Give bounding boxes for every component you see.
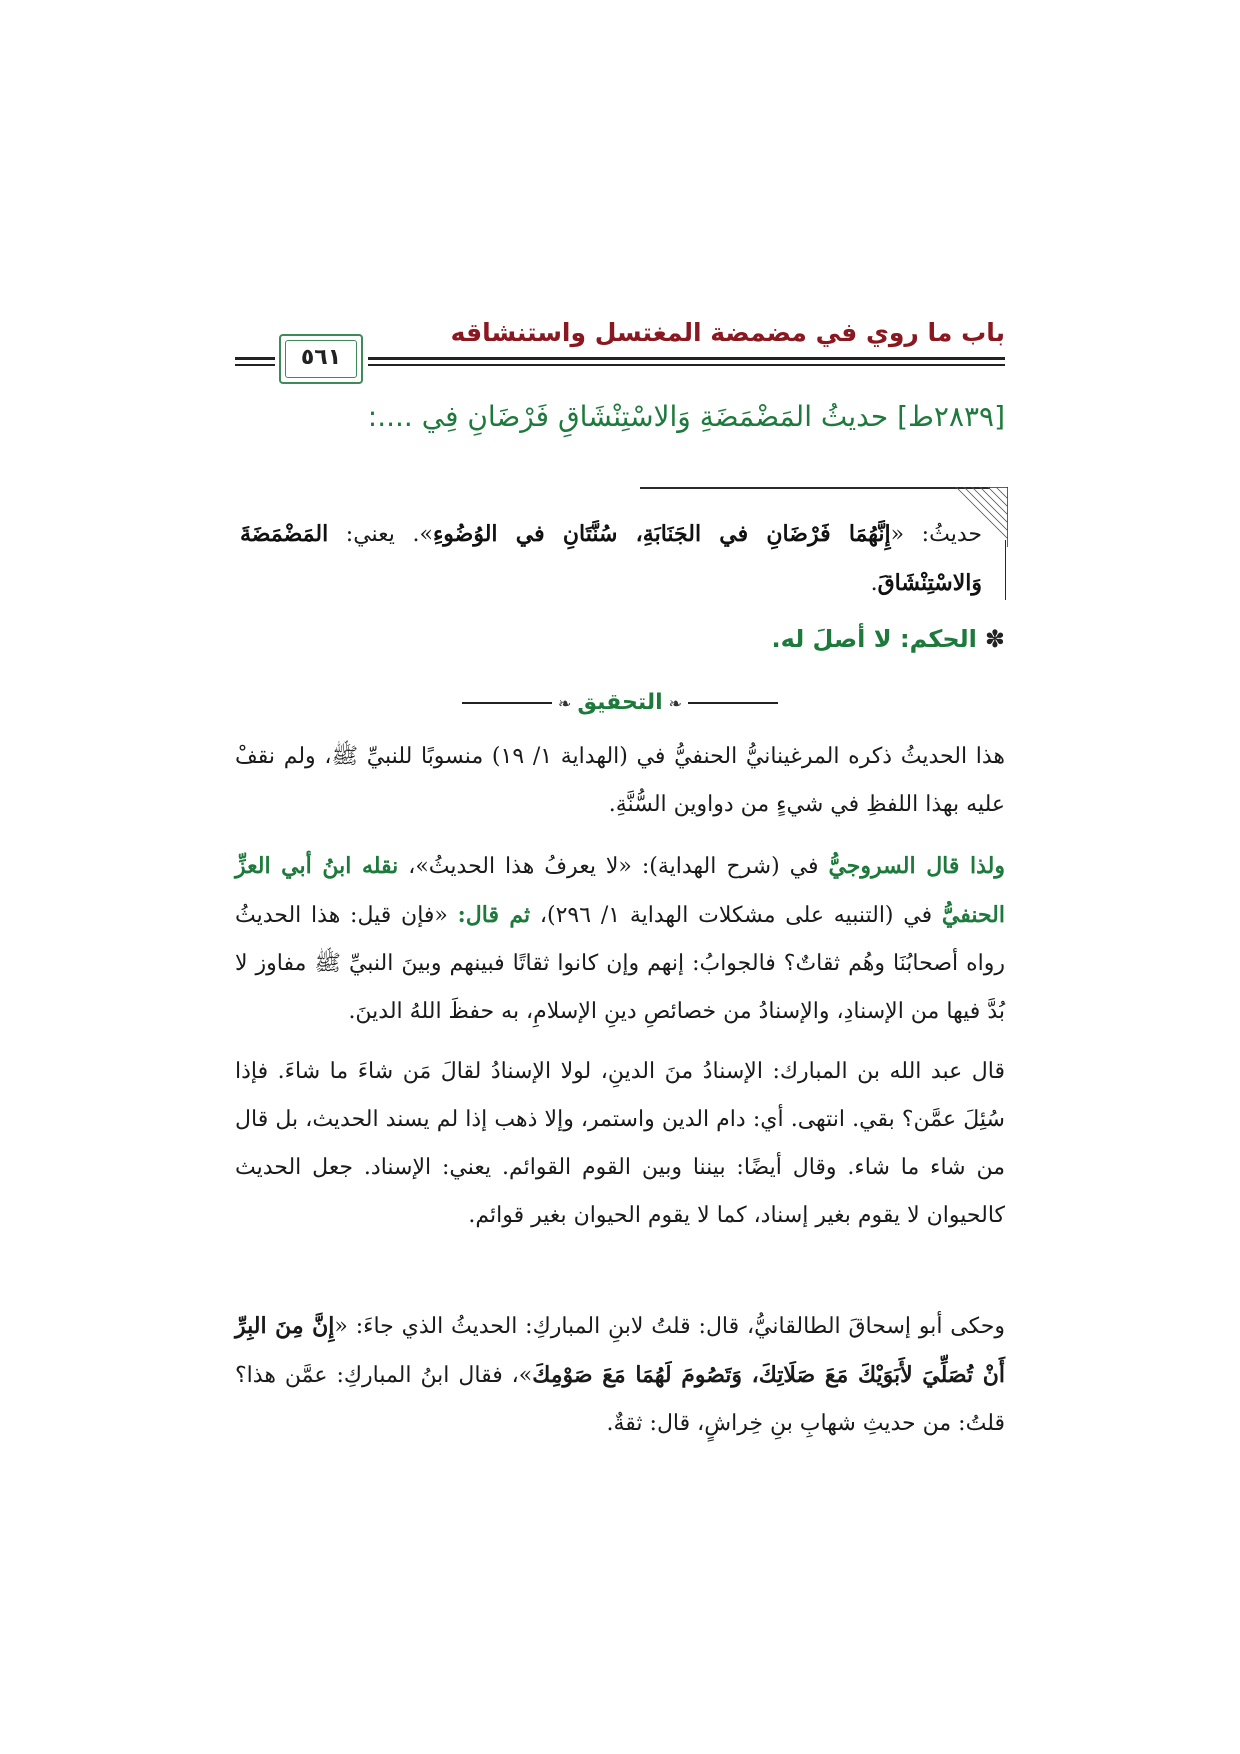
header-rule: [368, 357, 1005, 360]
section-title: التحقيق: [577, 690, 663, 715]
page-number: ٥٦١: [300, 345, 342, 370]
paragraph: [235, 842, 1005, 1036]
ruling-text: الحكم: لا أصلَ له.: [771, 625, 977, 653]
hadith-heading: [٢٨٣٩ط] حديثُ المَضْمَضَةِ وَالاسْتِنْشَاقِ فَرْضَانِ فِي ....:: [367, 400, 1005, 433]
ornament-icon: ❧: [668, 693, 683, 713]
header-rule: [368, 364, 1005, 366]
quote-mid: ». يعني:: [328, 522, 433, 547]
quote-prefix: حديثُ: «: [890, 522, 982, 547]
quote-side-rule: [1005, 540, 1007, 600]
page-number-badge: [279, 334, 363, 384]
divider-line: [462, 702, 552, 704]
hadith-text: إِنَّ مِنَ البِرِّ أَنْ تُصَلِّيَ لأَبَوَيْكَ مَعَ صَلَاتِكَ، وَتَصُومَ لَهُمَا مَعَ صَوْمِكَ: [235, 1313, 1005, 1388]
ornament-icon: ❧: [557, 693, 572, 713]
hadith-text: إِنَّهُمَا فَرْضَانِ في الجَنَابَةِ، سُنَّتَانِ في الوُضُوءِ: [432, 521, 891, 547]
highlighted-name: نقله ابنُ أبي العزِّ الحنفيُّ: [235, 853, 1005, 928]
paragraph-text: في (التنبيه على مشكلات الهداية ١/ ٢٩٦)،: [530, 903, 942, 928]
header-rule: [235, 357, 275, 360]
paragraph-text: وحكى أبو إسحاقَ الطالقانيُّ، قال: قلتُ لابنِ المباركِ: الحديثُ الذي جاءَ: «: [334, 1314, 1005, 1339]
highlighted-name: ولذا قال السروجيُّ: [828, 853, 1005, 879]
hadith-quote: [240, 510, 982, 608]
highlighted-phrase: ثم قال:: [457, 902, 531, 928]
quote-end: .: [870, 571, 878, 596]
paragraph: [235, 1302, 1005, 1448]
paragraph: هذا الحديثُ ذكره المرغينانيُّ الحنفيُّ في (الهداية ١/ ١٩) منسوبًا للنبيِّ ﷺ، ولم نقفْ عليه بهذا اللفظِ في شيءٍ من دواوين السُّنَّةِ.: [235, 744, 1006, 817]
ruling: [772, 625, 1005, 653]
header-rule: [235, 364, 275, 366]
paragraph-text: في (شرح الهداية): «لا يعرفُ هذا الحديثُ»،: [398, 854, 829, 879]
divider-line: [688, 702, 778, 704]
running-title: باب ما روي في مضمضة المغتسل واستنشاقه: [450, 318, 1005, 347]
paragraph-text: »، فقال ابنُ المباركِ: عمَّن هذا؟ قلتُ: من حديثِ شهابِ بنِ خِراشٍ، قال: ثقةٌ.: [235, 1363, 1005, 1436]
paragraph: قال عبد الله بن المبارك: الإسنادُ منَ الدينِ، لولا الإسنادُ لقالَ مَن شاءَ ما شاءَ. فإذا سُئِلَ عمَّن؟ بقي. انتهى. أي: دام الدين واستمر، وإلا ذهب إذا لم يسند الحديث، بل قال من شاء ما شاء. وقال أيضًا: بيننا وبين القوم القوائم. يعني: الإسناد. جعل الحديث كالحيوان لا يقوم بغير إسناد، كما لا يقوم الحيوان بغير قوائم.: [235, 1059, 1005, 1228]
quote-rule: [640, 487, 990, 489]
section-divider: [235, 690, 1005, 715]
quote-term: المَضْمَضَةَ وَالاسْتِنْشَاقَ: [240, 521, 982, 596]
paragraph-text: «فإن قيل: هذا الحديثُ رواه أصحابُنَا وهُم ثقاتٌ؟ فالجوابُ: إنهم وإن كانوا ثقاتًا فبينهم وبينَ النبيِّ ﷺ مفاوز لا بُدَّ فيها من الإسنادِ، والإسنادُ من خصائصِ دينِ الإسلامِ، به حفظَ اللهُ الدينَ.: [235, 903, 1005, 1024]
flower-icon: ✽: [984, 625, 1005, 653]
